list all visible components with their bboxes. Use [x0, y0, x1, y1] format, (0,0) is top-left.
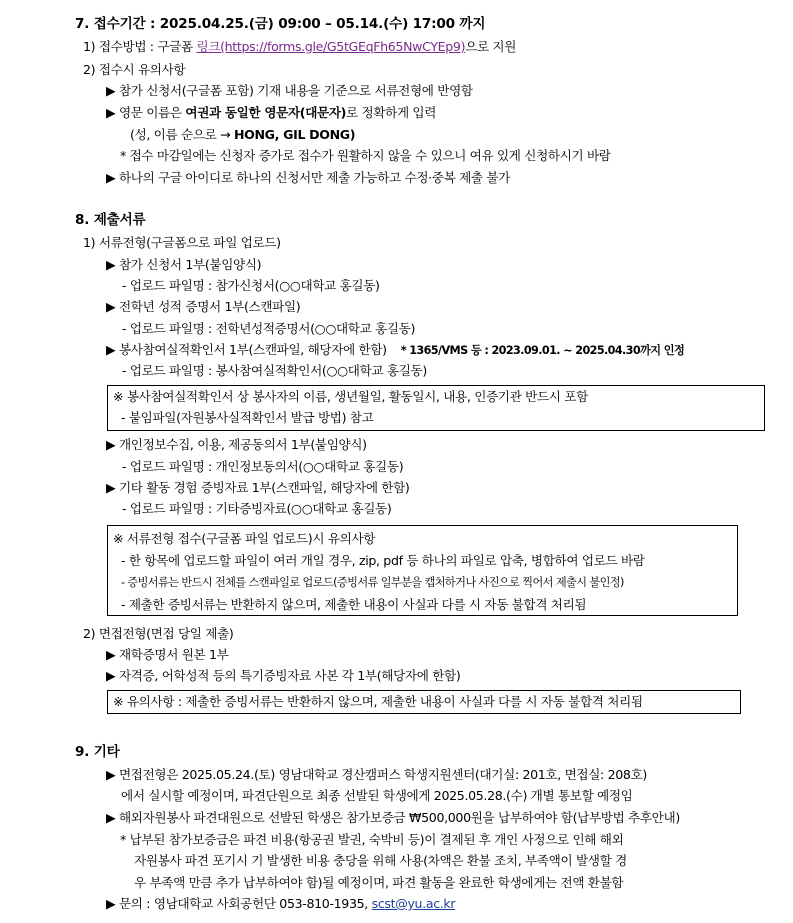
other-item: ▶ 면접전형은 2025.05.24.(토) 영남대학교 경산캠퍼스 학생지원센터(대기실: 201호, 면접실: 208호) [106, 767, 647, 782]
notice-text: - 한 항목에 업로드할 파일이 여러 개일 경우, zip, pdf 등 하나의 파일로 압축, 병합하여 업로드 바람 [121, 553, 645, 568]
application-method: 1) 접수방법 : 구글폼 링크(https://forms.gle/G5tGEqFh65NwCYEp9)으로 지원 [83, 39, 517, 54]
google-form-link[interactable]: 링크(https://forms.gle/G5tGEqFh65NwCYEp9) [196, 39, 466, 54]
notice-text: - 증빙서류는 반드시 전체를 스캔파일로 업로드(증빙서류 일부분을 캡처하거나 사진으로 찍어서 제출시 불인정) [121, 576, 624, 589]
document-item: ▶ 봉사참여실적확인서 1부(스캔파일, 해당자에 한함) * 1365/VMS 등 : 2023.09.01. ~ 2025.04.30까지 인정 [106, 342, 685, 357]
document-item: ▶ 기타 활동 경험 증빙자료 1부(스캔파일, 해당자에 한함) [106, 480, 410, 495]
note-item: ▶ 참가 신청서(구글폼 포함) 기재 내용을 기준으로 서류전형에 반영함 [106, 83, 473, 98]
application-notes-heading: 2) 접수시 유의사항 [83, 62, 186, 77]
document-item: ▶ 개인정보수집, 이용, 제공동의서 1부(붙임양식) [106, 437, 367, 452]
section-9-title: 9. 기타 [75, 744, 120, 760]
notice-text: ※ 서류전형 접수(구글폼 파일 업로드)시 유의사항 [113, 531, 376, 546]
notice-text: - 붙임파일(자원봉사실적확인서 발급 방법) 참고 [121, 410, 374, 425]
deposit-note-cont: 자원봉사 파견 포기시 기 발생한 비용 충당을 위해 사용(차액은 환불 조치, 부족액이 발생할 경 [134, 853, 627, 868]
note-asterisk: * 접수 마감일에는 신청자 증가로 접수가 원활하지 않을 수 있으니 여유 있게 신청하시기 바람 [120, 148, 611, 163]
document-filename: - 업로드 파일명 : 봉사참여실적확인서(○○대학교 홍길동) [122, 363, 427, 378]
notice-text: ※ 유의사항 : 제출한 증빙서류는 반환하지 않으며, 제출한 내용이 사실과 다를 시 자동 불합격 처리됨 [113, 694, 643, 709]
document-filename: - 업로드 파일명 : 전학년성적증명서(○○대학교 홍길동) [122, 321, 416, 336]
deposit-note-cont: 우 부족액 만큼 추가 납부하여야 함)될 예정이며, 파견 활동을 완료한 학생에게는 전액 환불함 [134, 875, 624, 890]
notice-text: ※ 봉사참여실적확인서 상 봉사자의 이름, 생년월일, 활동일시, 내용, 인증기관 반드시 포함 [113, 389, 588, 404]
contact-email-link[interactable]: scst@yu.ac.kr [371, 896, 456, 911]
volunteer-period-note: * 1365/VMS 등 : 2023.09.01. ~ 2025.04.30까지 인정 [400, 344, 685, 357]
section-7-title: 7. 접수기간 : 2025.04.25.(금) 09:00 – 05.14.(수) 17:00 까지 [75, 16, 486, 32]
contact-line: ▶ 문의 : 영남대학교 사회공헌단 053-810-1935, scst@yu.ac.kr [106, 896, 456, 911]
document-item: ▶ 참가 신청서 1부(붙임양식) [106, 257, 262, 272]
document-filename: - 업로드 파일명 : 개인정보동의서(○○대학교 홍길동) [122, 459, 404, 474]
document-filename: - 업로드 파일명 : 참가신청서(○○대학교 홍길동) [122, 278, 380, 293]
document-item: ▶ 자격증, 어학성적 등의 특기증빙자료 사본 각 1부(해당자에 한함) [106, 668, 461, 683]
interview-screening-heading: 2) 면접전형(면접 당일 제출) [83, 626, 234, 641]
note-item: ▶ 하나의 구글 아이디로 하나의 신청서만 제출 가능하고 수정·중복 제출 불가 [106, 170, 510, 185]
document-item: ▶ 재학증명서 원본 1부 [106, 647, 229, 662]
document-screening-heading: 1) 서류전형(구글폼으로 파일 업로드) [83, 235, 281, 250]
deposit-note: * 납부된 참가보증금은 파견 비용(항공권 발권, 숙박비 등)이 결제된 후 개인 사정으로 인해 해외 [120, 832, 624, 847]
other-item: ▶ 해외자원봉사 파견대원으로 선발된 학생은 참가보증금 ₩500,000원을 납부하여야 함(납부방법 추후안내) [106, 810, 680, 825]
document-item: ▶ 전학년 성적 증명서 1부(스캔파일) [106, 299, 301, 314]
section-8-title: 8. 제출서류 [75, 212, 146, 228]
other-item-cont: 에서 실시할 예정이며, 파견단원으로 최종 선발된 학생에게 2025.05.28.(수) 개별 통보할 예정임 [121, 788, 633, 803]
notice-text: - 제출한 증빙서류는 반환하지 않으며, 제출한 내용이 사실과 다를 시 자동 불합격 처리됨 [121, 597, 587, 612]
note-item: ▶ 영문 이름은 여권과 동일한 영문자(대문자)로 정확하게 입력 [106, 105, 437, 120]
note-subitem: (성, 이름 순으로 → HONG, GIL DONG) [130, 127, 356, 142]
document-filename: - 업로드 파일명 : 기타증빙자료(○○대학교 홍길동) [122, 501, 392, 516]
